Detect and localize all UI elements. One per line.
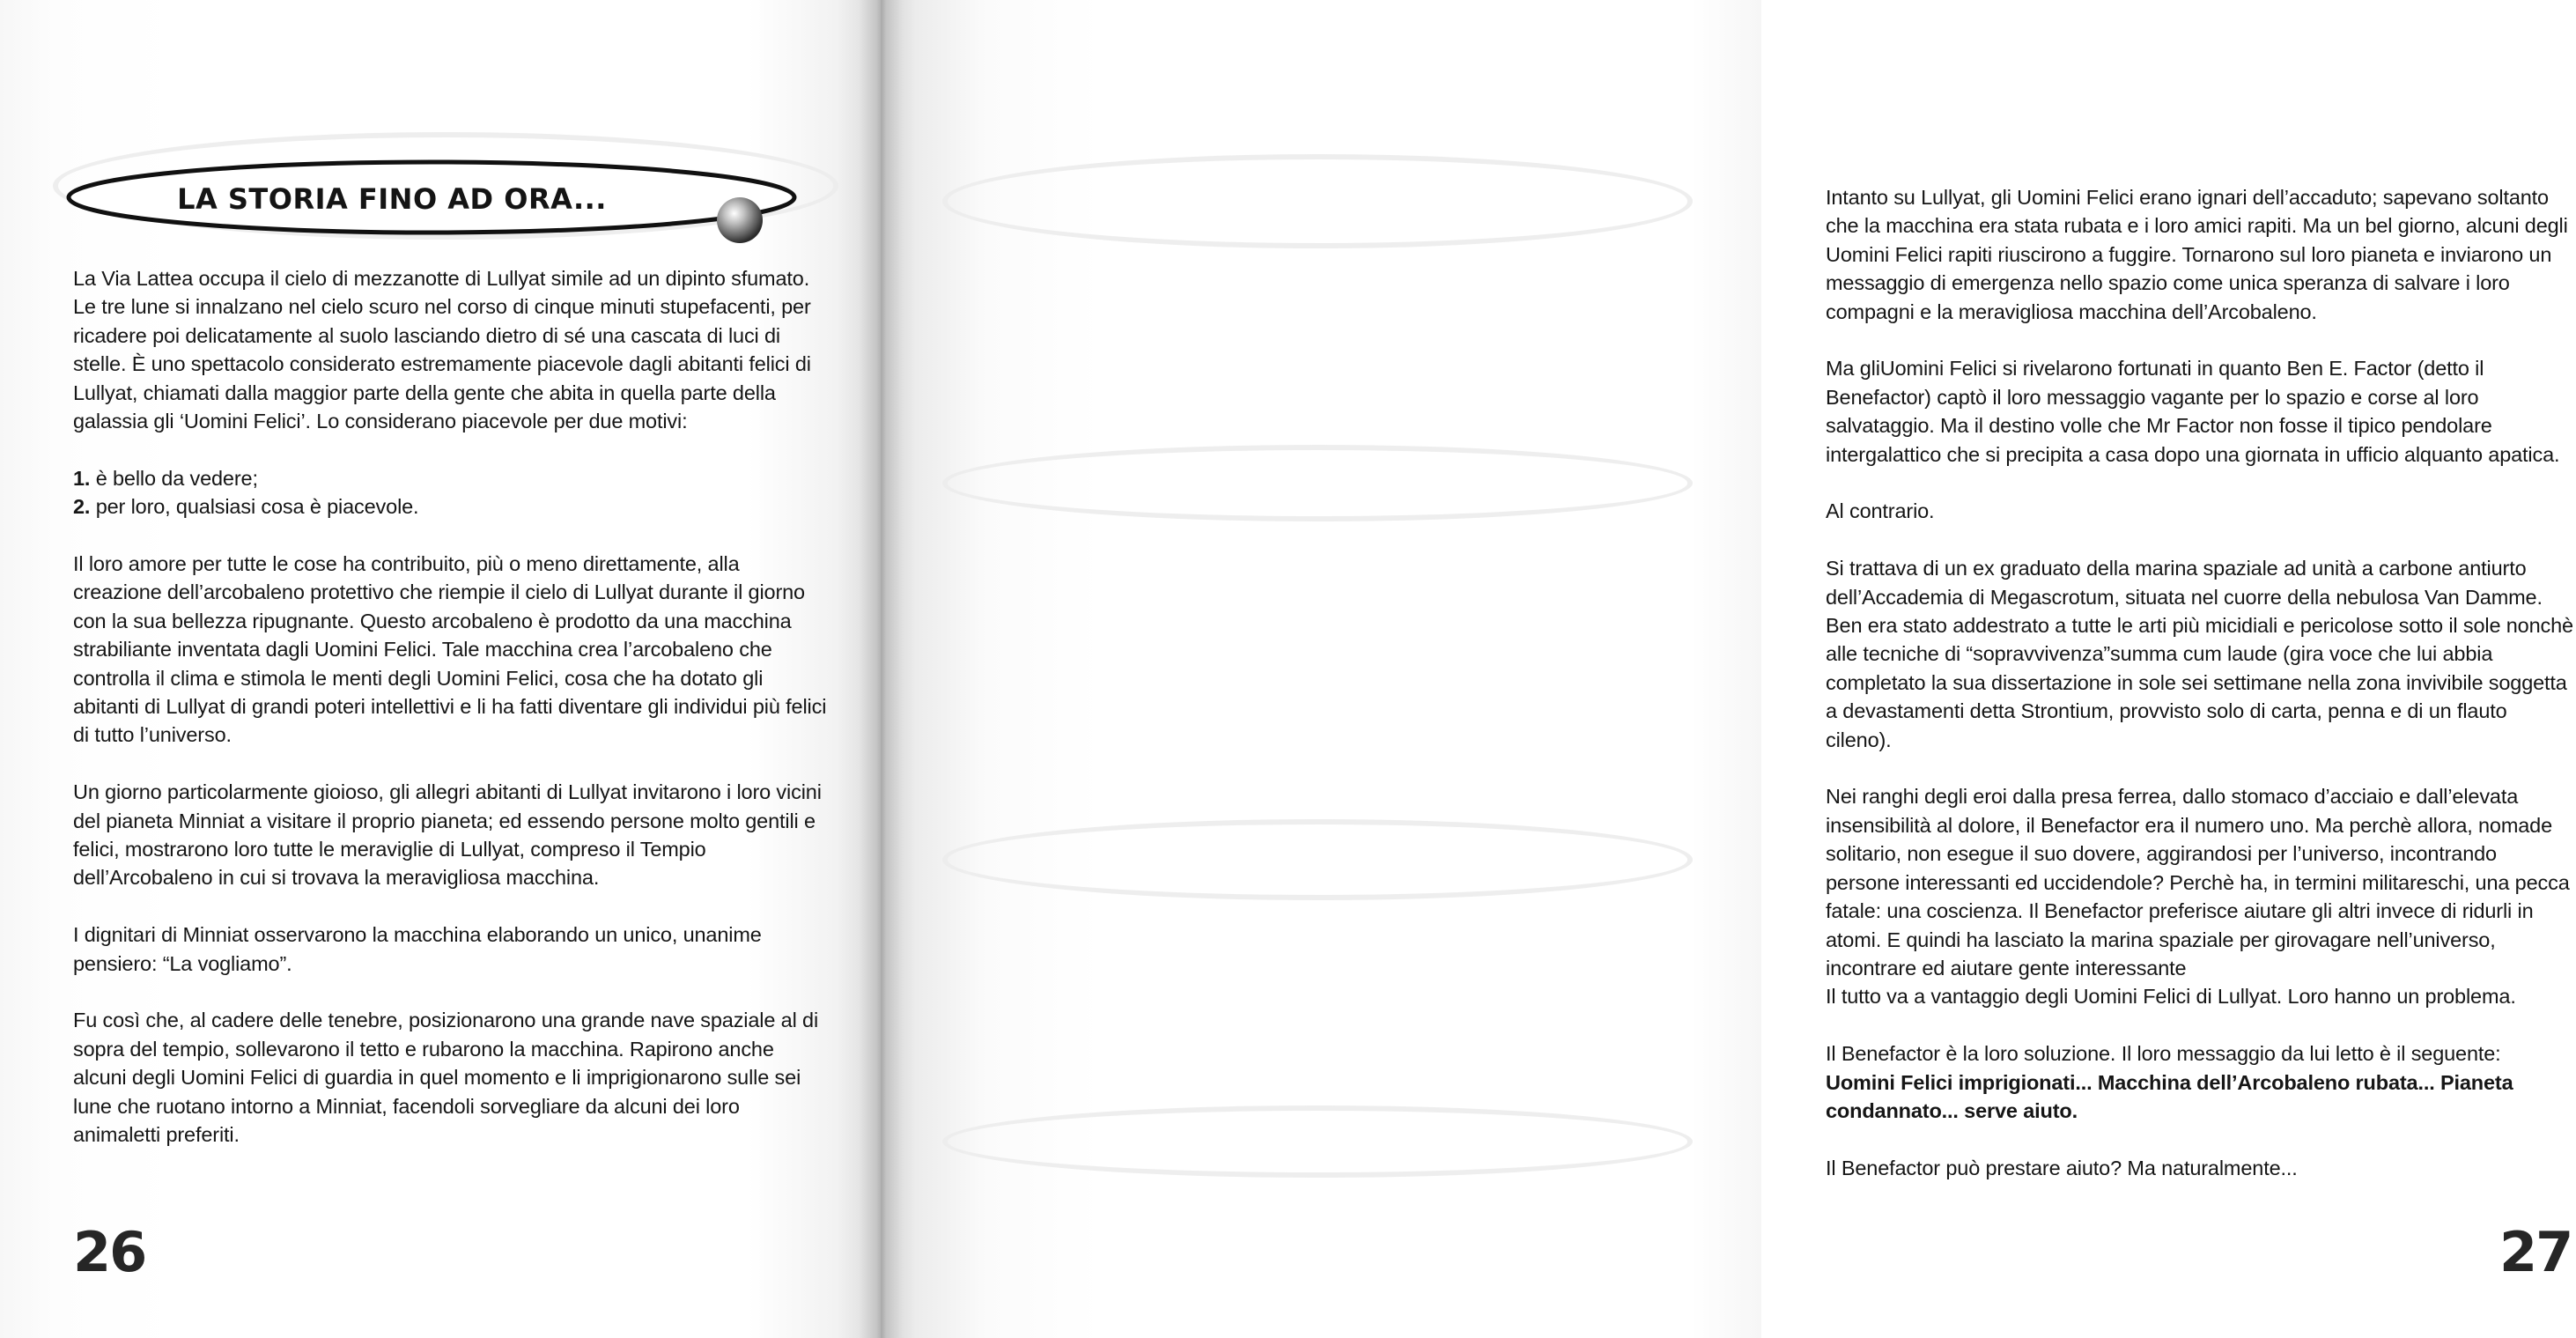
page-number: 27 xyxy=(2499,1220,2572,1284)
title-banner xyxy=(62,159,819,264)
bleed-through-ring xyxy=(942,1105,1693,1178)
list-number: 1. xyxy=(73,466,91,490)
right-page xyxy=(881,0,2573,1338)
right-body-text xyxy=(1826,183,2576,1211)
page-number: 26 xyxy=(73,1220,146,1284)
paragraph: Si trattava di un ex graduato della marina spaziale ad unità a carbone antiurto dell’Accademia di Megascrotum, situata nel cuorre della nebulosa Van Damme. Ben era stato addestrato a tutte le arti più micidiali e pericolose sotto il sole nonchè alle tecniche di “sopravvivenza”summa cum laude (gira voce che lui abbia completato la sua dissertazione in sole sei settimane nella zona invivibile soggetta a devastamenti detta Strontium, provvisto solo di carta, penna e di un flauto cileno). xyxy=(1826,557,2573,751)
bleed-through-ring xyxy=(942,819,1693,900)
paragraph: Ma gliUomini Felici si rivelarono fortunati in quanto Ben E. Factor (detto il Benefactor) captò il loro messaggio vagante per lo spazio e corse al loro salvataggio. Ma il destino volle che Mr Factor non fosse il tipico pendolare intergalattico che si precipita a casa dopo una giornata in ufficio alquanto apatica. xyxy=(1826,357,2560,466)
list-item xyxy=(73,492,827,521)
bleed-through-ring xyxy=(942,445,1693,521)
list-item xyxy=(73,464,827,492)
left-body-text xyxy=(73,264,827,1178)
paragraph: Il Benefactor è la loro soluzione. Il loro messaggio da lui letto è il seguente: xyxy=(1826,1042,2501,1066)
list-text: per loro, qualsiasi cosa è piacevole. xyxy=(90,495,419,519)
paragraph: Fu così che, al cadere delle tenebre, posizionarono una grande nave spaziale al di sopra del tempio, sollevarono il tetto e rubarono la macchina. Rapirono anche alcuni degli Uomini Felici di guardia in quel momento e li imprigionarono sulle sei lune che ruotano intorno a Minniat, facendoli sorvegliare da alcuni dei loro animaletti preferiti. xyxy=(73,1009,819,1147)
paragraph: Il loro amore per tutte le cose ha contribuito, più o meno direttamente, alla creazione dell’arcobaleno protettivo che riempie il cielo di Lullyat durante il giorno con la sua bellezza ripugnante. Questo arcobaleno è prodotto da una macchina strabiliante inventata dagli Uomini Felici. Tale macchina crea l’arcobaleno che controlla il clima e stimola le menti degli Uomini Felici, cosa che ha dotato gli abitanti di Lullyat di grandi poteri intellettivi e li ha fatti diventare gli individui più felici di tutto l’universo. xyxy=(73,552,827,747)
bleed-through-ring xyxy=(942,154,1693,248)
message-bold-text: Uomini Felici imprigionati... Macchina dell’Arcobaleno rubata... Pianeta condannato... serve aiuto. xyxy=(1826,1070,2513,1122)
left-page xyxy=(0,0,881,1338)
list-text: è bello da vedere; xyxy=(90,466,258,490)
paragraph: I dignitari di Minniat osservarono la macchina elaborando un unico, unanime pensiero: “La vogliamo”. xyxy=(73,923,762,975)
page-title: LA STORIA FINO AD ORA... xyxy=(177,182,607,216)
paragraph: Nei ranghi degli eroi dalla presa ferrea, dallo stomaco d’acciaio e dall’elevata insensibilità al dolore, il Benefactor era il numero uno. Ma perchè allora, nomade solitario, non esegue il suo dovere, aggirandosi per l’universo, incontrando persone interessanti ed uccidendole? Perchè ha, in termini militareschi, una pecca fatale: una coscienza. Il Benefactor preferisce aiutare gli altri invece di ridurli in atomi. E quindi ha lasciato la marina spaziale per girovagare nell’universo, incontrare ed aiutare gente interessante xyxy=(1826,785,2570,979)
paragraph: Il Benefactor può prestare aiuto? Ma naturalmente... xyxy=(1826,1156,2298,1179)
paragraph: Il tutto va a vantaggio degli Uomini Felici di Lullyat. Loro hanno un problema. xyxy=(1826,985,2516,1009)
book-gutter-shadow xyxy=(859,0,903,1338)
paragraph: Un giorno particolarmente gioioso, gli allegri abitanti di Lullyat invitarono i loro vicini del pianeta Minniat a visitare il proprio pianeta; ed essendo persone molto gentili e felici, mostrarono loro tutte le meraviglie di Lullyat, compreso il Tempio dell’Arcobaleno in cui si trovava la meravigliosa macchina. xyxy=(73,780,822,890)
list-number: 2. xyxy=(73,495,91,519)
paragraph: Intanto su Lullyat, gli Uomini Felici erano ignari dell’accaduto; sapevano soltanto che la macchina era stata rubata e i loro amici rapiti. Ma un bel giorno, alcuni degli Uomini Felici rapiti riuscirono a fuggire. Tornarono sul loro pianeta e inviarono un messaggio di emergenza nello spazio come unica speranza di salvare i loro compagni e la meravigliosa macchina dell’Arcobaleno. xyxy=(1826,186,2568,323)
paragraph: Al contrario. xyxy=(1826,499,1935,523)
paragraph: La Via Lattea occupa il cielo di mezzanotte di Lullyat simile ad un dipinto sfumato. Le tre lune si innalzano nel cielo scuro nel corso di cinque minuti stupefacenti, per ricadere poi delicatamente al suolo lasciando dietro di sé una cascata di luci di stelle. È uno spettacolo considerato estremamente piacevole dagli abitanti felici di Lullyat, chiamati dalla maggior parte della gente che abita in quella parte della galassia gli ‘Uomini Felici’. Lo considerano piacevole per due motivi: xyxy=(73,267,811,433)
